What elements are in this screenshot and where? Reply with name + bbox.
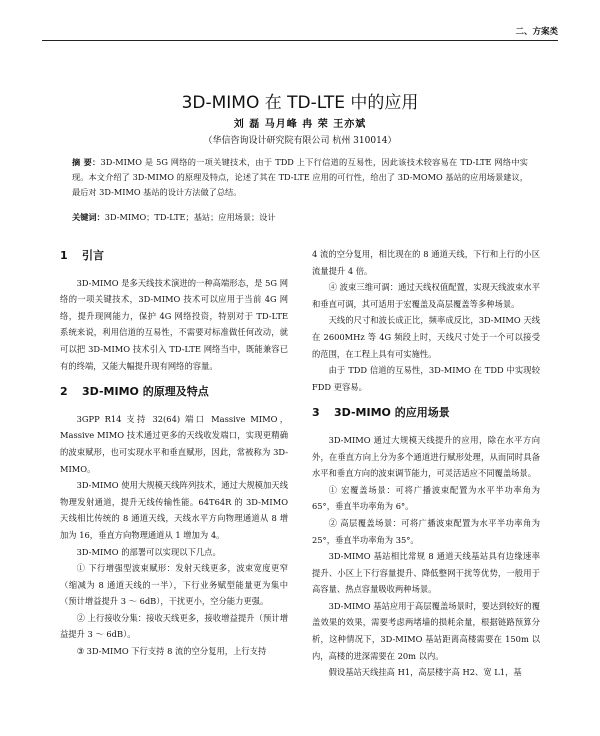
abstract-label: 摘 要： bbox=[72, 157, 101, 167]
paper-title: 3D-MIMO 在 TD-LTE 中的应用 bbox=[181, 93, 419, 113]
authors: 刘 磊 马月峰 冉 荣 王亦斌 bbox=[233, 119, 367, 130]
paragraph: 由于 TDD 信道的互易性，3D-MIMO 在 TDD 中实现较 FDD 更容易。 bbox=[312, 365, 540, 392]
paragraph: ① 宏覆盖场景：可将广播波束配置为水平半功率角为 65°，垂直半功率角为 6°。 bbox=[312, 484, 540, 512]
keywords-label: 关键词： bbox=[72, 212, 105, 222]
abstract bbox=[72, 155, 528, 200]
keywords-text: 3D-MIMO；TD-LTE；基站；应用场景；设计 bbox=[104, 212, 276, 222]
section-number: 3 bbox=[312, 406, 320, 420]
section-category-label: 二、方案类 bbox=[515, 27, 558, 37]
header-divider bbox=[42, 40, 558, 41]
affiliation: （华信咨询设计研究院有限公司 杭州 310014） bbox=[203, 136, 397, 146]
paragraph: ③ 3D-MIMO 下行支持 8 流的空分复用，上行支持 bbox=[76, 646, 267, 657]
keywords bbox=[72, 210, 528, 225]
paragraph: ② 上行接收分集：接收天线更多，接收增益提升（预计增益提升 3 ～ 6dB）。 bbox=[60, 612, 288, 640]
section-number: 2 bbox=[60, 385, 68, 399]
paragraph: ① 下行增强型波束赋形：发射天线更多，波束宽度更窄（缩减为 8 通道天线的一半），下行业务赋型能量更为集中（预计增益提升 3 ～ 6dB），干扰更小，空分能力更强。 bbox=[60, 563, 288, 607]
section-title: 3D-MIMO 的原理及特点 bbox=[82, 385, 209, 399]
paragraph: 3D-MIMO 基站相比常规 8 通道天线基站具有边缘速率提升、小区上下行容量提升、降低整网干扰等优势，一般用于高容量、热点容量吸收两种场景。 bbox=[312, 551, 540, 595]
paragraph: 3GPP R14 支持 32(64) 端口 Massive MIMO，Massive MIMO 技术通过更多的天线收发端口，实现更精确的波束赋形，也可实现水平和垂直赋形，因此，常被称为 3D-MIMO。 bbox=[60, 413, 288, 474]
section-number: 1 bbox=[60, 249, 68, 262]
paragraph: 3D-MIMO 的部署可以实现以下几点。 bbox=[76, 546, 221, 557]
section-heading bbox=[312, 405, 540, 422]
abstract-text: 3D-MIMO 是 5G 网络的一项关键技术，由于 TDD 上下行信道的互易性，因此该技术较容易在 TD-LTE 网络中实现。本文介绍了 3D-MIMO 的原理及特点，论述了其在 TD-LTE 应用的可行性，给出了 3D-MOMO 基站的应用场景建议，最后对 3D-MIMO 基站的设计方法做了总结。 bbox=[72, 157, 528, 197]
section-heading bbox=[60, 248, 288, 265]
left-column bbox=[60, 246, 288, 660]
paragraph: 3D-MIMO 是多天线技术演进的一种高端形态，是 5G 网络的一项关键技术，3D-MIMO 技术可以应用于当前 4G 网络，提升现网能力，保护 4G 网络投资，特别对于 TD-LTE 系统来说，利用信道的互易性，不需要对标准做任何改动，就可以把 3D-MIMO 技术引入 TD-LTE 网络当中，既能兼容已有的终端，又能大幅提升现有网络的容量。 bbox=[60, 277, 288, 371]
paragraph: 3D-MIMO 通过大规模天线提升的应用，除在水平方向外，在垂直方向上分为多个通道进行赋形处理，从而同时具备水平和垂直方向的波束调节能力，可灵活适应不同覆盖场景。 bbox=[312, 434, 540, 479]
paragraph: ④ 波束三维可调：通过天线权值配置，实现天线波束水平和垂直可调，其可适用于宏覆盖及高层覆盖等多种场景。 bbox=[312, 282, 540, 309]
paragraph: 假设基站天线挂高 H1，高层楼宇高 H2、宽 L1，基 bbox=[328, 667, 522, 678]
section-title: 引言 bbox=[82, 249, 104, 262]
paragraph: 3D-MIMO 基站应用于高层覆盖场景时，要达到较好的覆盖效果的效果，需要考虑两堵墙的损耗余量，根据链路预算分析，这种情况下，3D-MIMO 基站距离高楼需要在 150m 以内，高楼的进深需要在 20m 以内。 bbox=[312, 600, 540, 661]
paragraph: ② 高层覆盖场景：可将广播波束配置为水平半功率角为 25°，垂直半功率角为 35°。 bbox=[312, 517, 540, 545]
right-column bbox=[312, 246, 540, 681]
paragraph: 天线的尺寸和波长成正比，频率成反比，3D-MIMO 天线在 2600MHz 等 4G 频段上时，天线尺寸处于一个可以接受的范围，在工程上具有可实施性。 bbox=[312, 315, 540, 359]
paragraph: 4 流的空分复用，相比现在的 8 通道天线，下行和上行的小区流量提升 4 倍。 bbox=[312, 249, 540, 276]
section-heading bbox=[60, 384, 288, 401]
paragraph: 3D-MIMO 使用大规模天线阵列技术，通过大规模加天线物理发射通道，提升无线传输性能。64T64R 的 3D-MIMO 天线相比传统的 8 通道天线，天线水平方向物理通道从 8 增加为 16，垂直方向物理通道从 1 增加为 4。 bbox=[60, 480, 288, 540]
section-title: 3D-MIMO 的应用场景 bbox=[334, 406, 450, 420]
